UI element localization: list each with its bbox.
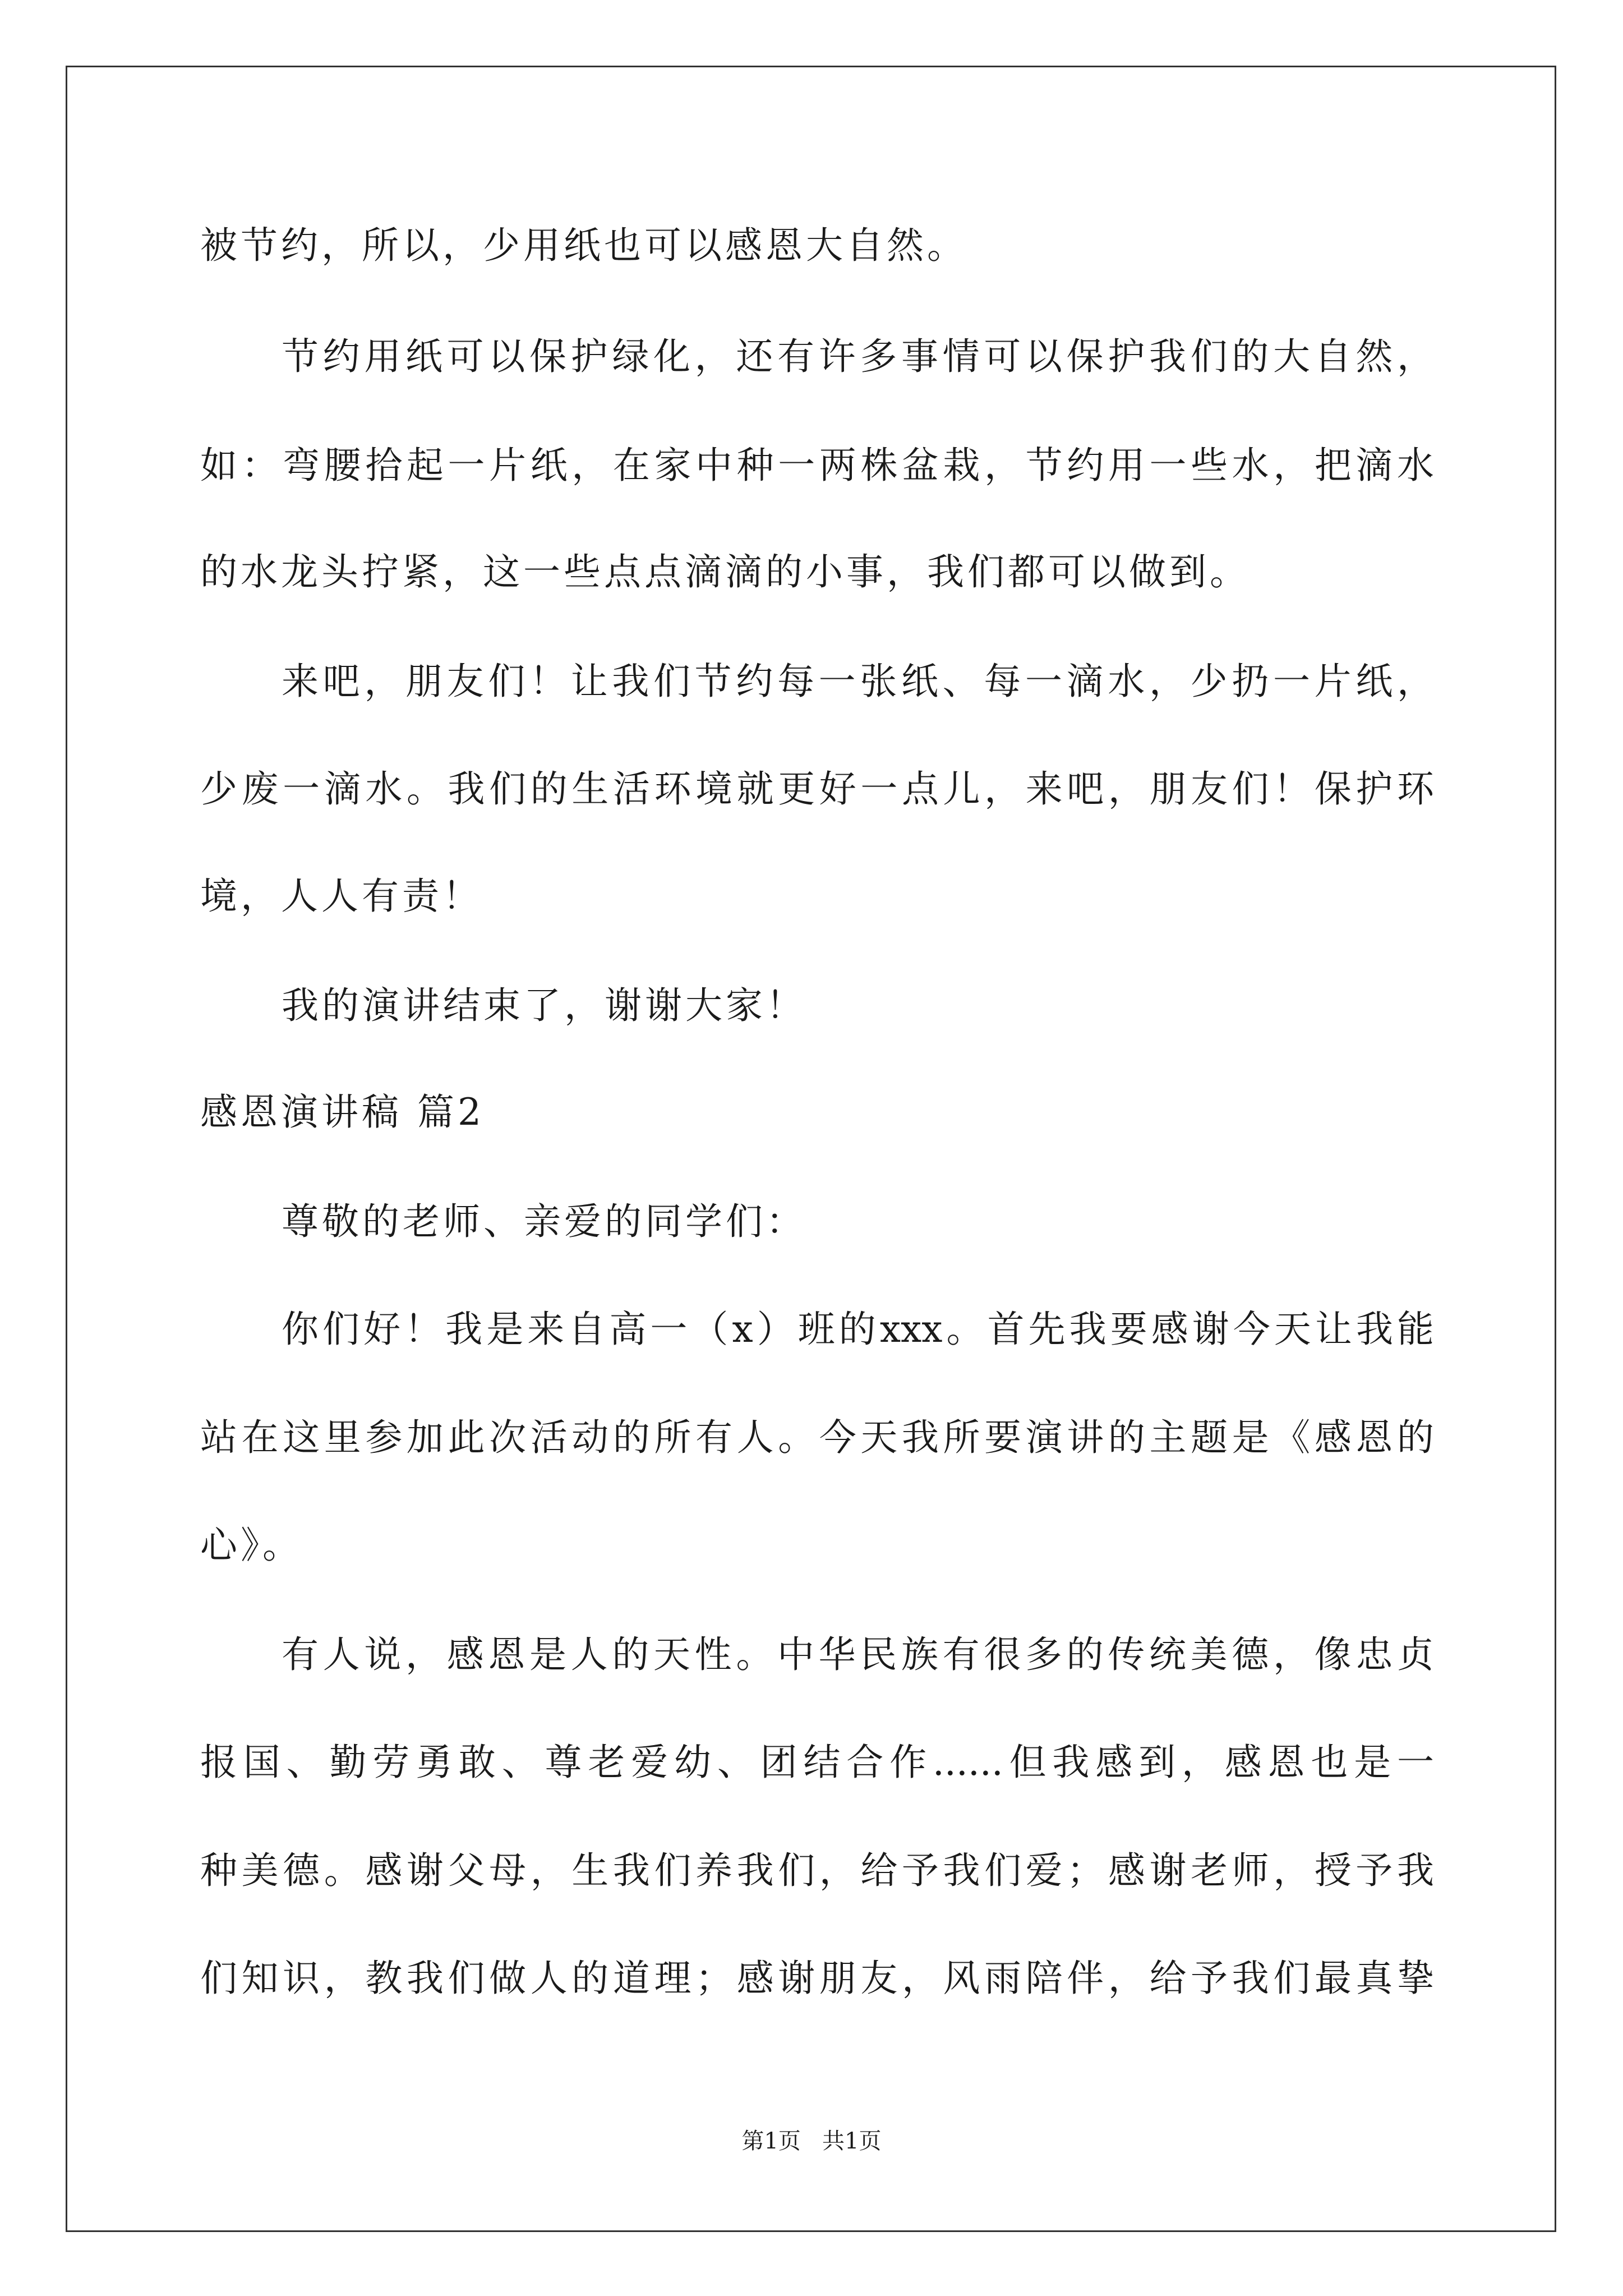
text-line-17: 们知识，教我们做人的道理；感谢朋友，风雨陪伴，给予我们最真挚 [200, 1957, 1434, 2000]
text-line-11: 你们好！我是来自高一（x）班的xxx。首先我要感谢今天让我能 [282, 1308, 1434, 1351]
section-heading: 感恩演讲稿 篇2 [200, 1091, 485, 1134]
text-line-16: 种美德。感谢父母，生我们养我们，给予我们爱；感谢老师，授予我 [200, 1849, 1434, 1892]
text-line-15: 报国、勤劳勇敢、尊老爱幼、团结合作......但我感到，感恩也是一 [200, 1741, 1434, 1784]
text-line-14: 有人说，感恩是人的天性。中华民族有很多的传统美德，像忠贞 [282, 1633, 1434, 1676]
text-line-8: 我的演讲结束了，谢谢大家！ [282, 984, 806, 1027]
text-line-13: 心》。 [200, 1524, 303, 1567]
text-line-5: 来吧，朋友们！让我们节约每一张纸、每一滴水，少扔一片纸， [282, 660, 1434, 703]
text-line-12: 站在这里参加此次活动的所有人。今天我所要演讲的主题是《感恩的 [200, 1416, 1434, 1459]
text-line-4: 的水龙头拧紧，这一些点点滴滴的小事，我们都可以做到。 [200, 550, 1250, 593]
page-border [66, 66, 1556, 2232]
text-line-6: 少废一滴水。我们的生活环境就更好一点儿，来吧，朋友们！保护环 [200, 767, 1434, 811]
text-line-1: 被节约，所以，少用纸也可以感恩大自然。 [200, 224, 967, 267]
text-line-3: 如：弯腰拾起一片纸，在家中种一两株盆栽，节约用一些水，把滴水 [200, 444, 1434, 487]
text-line-7: 境，人人有责！ [200, 875, 483, 918]
text-line-2: 节约用纸可以保护绿化，还有许多事情可以保护我们的大自然， [282, 335, 1434, 378]
salutation: 尊敬的老师、亲爱的同学们： [282, 1200, 806, 1243]
page-footer: 第1页 共1页 [741, 2128, 882, 2154]
